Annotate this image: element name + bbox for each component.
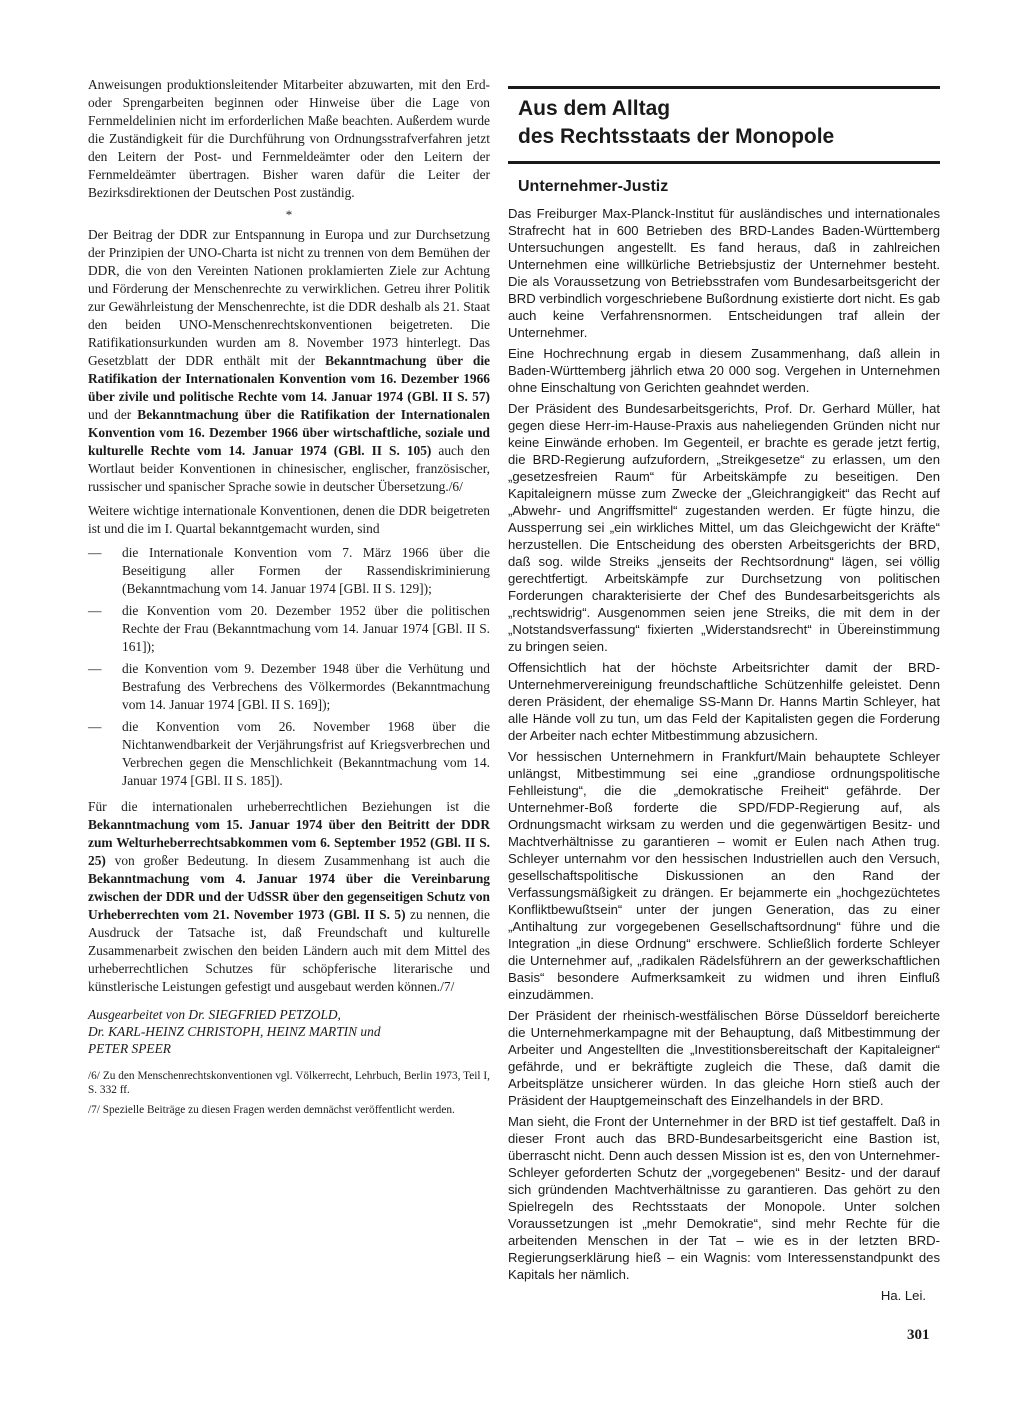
list-item: — die Konvention vom 9. Dezember 1948 über die Verhütung und Bestrafung des Verbrechens des Völkermordes (Bekanntmachung vom 14. Januar 1974 [GBl. II S. 169]); bbox=[88, 660, 490, 714]
article-paragraph: Das Freiburger Max-Planck-Institut für ausländisches und internationales Strafrecht hat in 600 Betrieben des BRD-Landes Baden-Württemberg Untersuchungen angestellt. Es fand heraus, daß in zahlreichen Unternehmen eine willkürliche Betriebsjustiz der Unternehmer besteht. Die als Voraussetzung von Betriebsstrafen vom Bundesarbeitsgericht der BRD verbindlich vorgeschriebene Bußordnung existierte dort nicht. Es gab auch keine Verfahrensnormen. Entscheidungen traf allein der Unternehmer. bbox=[508, 206, 940, 340]
bold-reference: Bekanntmachung vom 15. Januar 1974 über den Beitritt der DDR zum Welturheberrechtsabkommen vom 6. September 1952 (GBl. II S. 25) bbox=[88, 817, 490, 868]
article-paragraph: Eine Hochrechnung ergab in diesem Zusammenhang, daß allein in Baden-Württemberg jährlich etwa 20 000 sog. Vergehen in Unternehmen ohne Einschaltung von Gerichten geahndet werden. bbox=[508, 346, 940, 395]
section-header-box bbox=[508, 86, 940, 164]
article-paragraph: Der Präsident des Bundesarbeitsgerichts, Prof. Dr. Gerhard Müller, hat gegen diese Herr-im-Hause-Praxis aus naheliegenden Gründen nicht nur keine Einwände erhoben. Im Gegenteil, er brachte es gerade jetzt fertig, die BRD-Regierung aufzufordern, „Streikgesetze“ zu erlassen, um den „gesetzesfreien Raum“ für Arbeitskämpfe zu beseitigen. Den Kapitaleignern müsse zum Zwecke der „Gleichrangigkeit“ das Recht auf „Abwehr- und Angriffsmittel“ zugestanden werden. Er fügte hinzu, die Aussperrung sei „ein wirkliches Mittel, um das Gleichgewicht der Kräfte“ herzustellen. Die Entscheidung des obersten Arbeitsgerichts der BRD, daß sog. wilde Streiks „jenseits der Rechtsordnung“ lägen, sei völlig gerechtfertigt. Arbeitskämpfe zur Durchsetzung von politischen Forderungen charakterisierte der Chef des Bundesarbeitsgerichts als „rechtswidrig“. Ausgenommen seien jene Streiks, die mit dem in der „Notstandsverfassung“ fixierten „Widerstandsrecht“ in Übereinstimmung zu bringen seien. bbox=[508, 401, 940, 654]
article-paragraph: Offensichtlich hat der höchste Arbeitsrichter damit der BRD-Unternehmervereinigung freundschaftliche Schützenhilfe geleistet. Denn deren Präsident, der ehemalige SS-Mann Dr. Hanns Martin Schleyer, hat alle Hände voll zu tun, um das Feld der Kapitalisten gegen die Forderung der Arbeiter nach echter Mitbestimmung abzusichern. bbox=[508, 660, 940, 743]
section-separator: * bbox=[285, 207, 293, 222]
paragraph-urheberrecht: Für die internationalen urheberrechtlichen Beziehungen ist die Bekanntmachung vom 15. Januar 1974 über den Beitritt der DDR zum Welturheberrechtsabkommen vom 6. September 1952 (GBl. II S. 25) von großer Bedeutung. In diesem Zusammenhang ist auch die Bekanntmachung vom 4. Januar 1974 über die Vereinbarung zwischen der DDR und der UdSSR über den gegenseitigen Schutz von Urheberrechten vom 21. November 1973 (GBl. II S. 5) zu nennen, die Ausdruck der Tatsache ist, daß Freundschaft und kulturelle Zusammenarbeit zwischen den beiden Ländern auch mit dem Mittel des urheberrechtlichen Schutzes für schöpferische literarische und künstlerische Leistungen gefestigt und ausgebaut werden können./7/ bbox=[88, 799, 490, 994]
konventionen-list bbox=[88, 544, 490, 790]
bold-reference: Bekanntmachung vom 4. Januar 1974 über die Vereinbarung zwischen der DDR und der UdSSR über den gegenseitigen Schutz von Urheberrechten vom 21. November 1973 (GBl. II S. 5) bbox=[88, 871, 490, 922]
list-item: — die Internationale Konvention vom 7. März 1966 über die Beseitigung aller Formen der Rassendiskriminierung (Bekanntmachung vom 14. Januar 1974 [GBl. II S. 129]); bbox=[88, 544, 490, 598]
list-item: — die Konvention vom 20. Dezember 1952 über die politischen Rechte der Frau (Bekanntmachung vom 14. Januar 1974 [GBl. II S. 161]); bbox=[88, 602, 490, 656]
article-paragraph: Der Präsident der rheinisch-westfälischen Börse Düsseldorf bereicherte die Unternehmerkampagne mit der Behauptung, daß Mitbestimmung der Arbeiter und Angestellten die „Investitionsbereitschaft der Kapitaleigner“ gefährde, und er bekräftigte zugleich die These, daß damit die Arbeitsplätze unsicherer würden. In das gleiche Horn stieß auch der Präsident der Hauptgemeinschaft des Einzelhandels in der BRD. bbox=[508, 1008, 940, 1108]
page-number: 301 bbox=[907, 1327, 930, 1343]
article-paragraph: Vor hessischen Unternehmern in Frankfurt/Main behauptete Schleyer unlängst, Mitbestimmung sei eine „grandiose ordnungspolitische Fehlleistung“, die die „demokratische Freiheit“ gefährde. Der Unternehmer-Boß forderte die SPD/FDP-Regierung auf, als Ordnungsmacht wirksam zu werden und die gegenwärtigen Besitz- und Machtverhältnisse zu garantieren – womit er Eulen nach Athen trug. Schleyer unternahm vor den hessischen Industriellen auch den Versuch, gesellschaftspolitische Diskussionen an den Rand der Verfassungsmäßigkeit zu drängen. Er bejammerte ein „hochgezüchtetes Konfliktbewußtsein“ unter der jungen Generation, das zu einer „Antihaltung zur vorgegebenen Gesellschaftsordnung“ führe und die Integration „in diese Ordnung“ erschwere. Schließlich forderte Schleyer die Unternehmer auf, „radikalen Rädelsführern an der gewerkschaftlichen Basis“ besondere Aufmerksamkeit zu widmen und ihren Einfluß einzudämmen. bbox=[508, 749, 940, 1002]
author-credits: Ausgearbeitet von Dr. SIEGFRIED PETZOLD, Dr. KARL-HEINZ CHRISTOPH, HEINZ MARTIN und PETER SPEER bbox=[88, 1007, 381, 1056]
paragraph-konventionen-intro: Weitere wichtige internationale Konventionen, denen die DDR beigetreten ist und die im I. Quartal bekanntgemacht wurden, sind bbox=[88, 503, 490, 536]
right-column bbox=[508, 86, 940, 1304]
footnote: /7/ Spezielle Beiträge zu diesen Fragen werden demnächst veröffentlicht werden. bbox=[88, 1104, 455, 1116]
article-paragraph: Man sieht, die Front der Unternehmer in der BRD ist tief gestaffelt. Daß in dieser Front auch das BRD-Bundesarbeitsgericht eine Bastion ist, überrascht nicht. Denn auch dessen Mission ist es, den von Unternehmer-Schleyer geforderten Schutz der „vorgegebenen“ Besitz- und der darauf sich gründenden Machtverhältnisse zu garantieren. Das gehört zu den Spielregeln des Rechtsstaats der Monopole. Unter solchen Voraussetzungen ist „mehr Demokratie“, sind mehr Rechte für die arbeitenden Menschen in der Tat – wie es in der letzten BRD-Regierungserklärung hieß – ein Wagnis: vom Interessenstandpunkt des Kapitals her nämlich. bbox=[508, 1114, 940, 1282]
paragraph-ordnungsstrafen: Anweisungen produktionsleitender Mitarbeiter abzuwarten, mit den Erd- oder Sprengarbeiten beginnen oder Hinweise über die Lage von Fernmeldelinien nicht im erforderlichen Maße beachten. Außerdem wurde die Zuständigkeit für die Durchführung von Ordnungsstrafverfahren jetzt den Leitern der Post- und Fernmeldeämter oder den Leitern der Fernmeldeämter übertragen. Bisher waren dafür die Leiter der Bezirksdirektionen der Deutschen Post zuständig. bbox=[88, 77, 490, 200]
footnote: /6/ Zu den Menschenrechtskonventionen vgl. Völkerrecht, Lehrbuch, Berlin 1973, Teil I, S. 332 ff. bbox=[88, 1070, 490, 1096]
paragraph-menschenrechte: Der Beitrag der DDR zur Entspannung in Europa und zur Durchsetzung der Prinzipien der UNO-Charta ist nicht zu trennen von dem Bemühen der DDR, die von den Vereinten Nationen proklamierten Ziele zur Achtung und Förderung der Menschenrechte zu verwirklichen. Getreu ihrer Politik zur Gewährleistung der Menschenrechte, ist die DDR deshalb als 21. Staat den beiden UNO-Menschenrechtskonventionen beigetreten. Die Ratifikationsurkunden wurden am 8. November 1973 hinterlegt. Das Gesetzblatt der DDR enthält mit der Bekanntmachung über die Ratifikation der Internationalen Konvention vom 16. Dezember 1966 über zivile und politische Rechte vom 14. Januar 1974 (GBl. II S. 57) und der Bekanntmachung über die Ratifikation der Internationalen Konvention vom 16. Dezember 1966 über wirtschaftliche, soziale und kulturelle Rechte vom 14. Januar 1974 (GBl. II S. 105) auch den Wortlaut beider Konventionen in chinesischer, englischer, französischer, russischer und spanischer Sprache sowie in deutscher Übersetzung./6/ bbox=[88, 227, 490, 494]
author-signature: Ha. Lei. bbox=[880, 1288, 926, 1303]
section-title: Aus dem Alltag des Rechtsstaats der Monopole bbox=[518, 97, 835, 148]
left-column bbox=[88, 76, 490, 1123]
list-item: — die Konvention vom 26. November 1968 über die Nichtanwendbarkeit der Verjährungsfrist auf Kriegsverbrechen und Verbrechen gegen die Menschlichkeit (Bekanntmachung vom 14. Januar 1974 [GBl. II S. 185]). bbox=[88, 718, 490, 790]
bold-reference: Bekanntmachung über die Ratifikation der Internationalen Konvention vom 16. Dezember 1966 über zivile und politische Rechte vom 14. Januar 1974 (GBl. II S. 57) bbox=[88, 353, 490, 404]
bold-reference: Bekanntmachung über die Ratifikation der Internationalen Konvention vom 16. Dezember 1966 über wirtschaftliche, soziale und kulturelle Rechte vom 14. Januar 1974 (GBl. II S. 105) bbox=[88, 407, 490, 458]
article-title: Unternehmer-Justiz bbox=[518, 178, 669, 195]
